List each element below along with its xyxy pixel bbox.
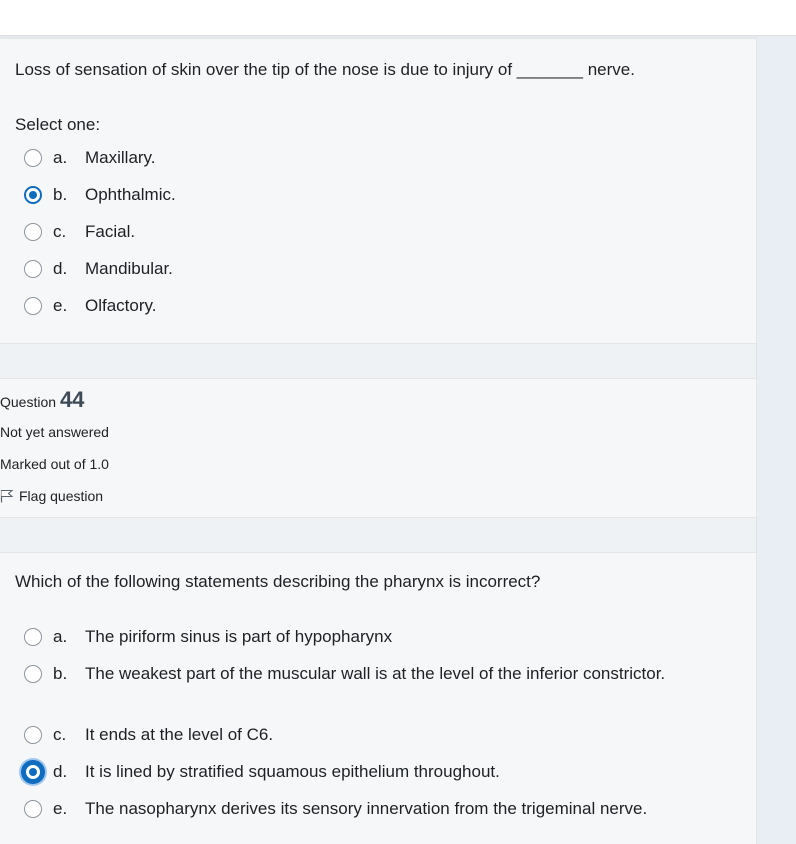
option-text: The piriform sinus is part of hypopharynx [85,627,393,646]
radio-button-selected[interactable] [24,186,42,204]
top-bar [0,0,796,36]
question-44-info-card [0,378,757,518]
radio-button[interactable] [24,260,42,278]
radio-button[interactable] [24,665,42,683]
option-letter: c. [53,725,67,744]
select-one-label: Select one: [15,115,101,134]
option-text: The nasopharynx derives its sensory innervation from the trigeminal nerve. [85,799,648,818]
radio-button[interactable] [24,800,42,818]
option-letter: b. [53,185,68,204]
option-text: It is lined by stratified squamous epithelium throughout. [85,762,500,781]
flag-question-label[interactable]: Flag question [19,488,104,504]
option-letter: d. [53,762,68,781]
option-text: Olfactory. [85,296,157,315]
flag-icon [0,489,13,503]
radio-button[interactable] [24,726,42,744]
option-text: Facial. [85,222,136,241]
question-number-value: 44 [59,387,85,412]
radio-button[interactable] [24,223,42,241]
question-label: Question [0,394,57,410]
question-number [0,386,84,416]
option-text: It ends at the level of C6. [85,725,274,744]
radio-button[interactable] [24,297,42,315]
marks-info: Marked out of 1.0 [0,456,109,472]
option-text: Ophthalmic. [85,185,176,204]
radio-button-selected[interactable] [24,763,42,781]
question-44-text: Which of the following statements describing the pharynx is incorrect? [15,572,541,591]
option-letter: b. [53,664,68,683]
option-letter: d. [53,259,68,278]
option-letter: c. [53,222,67,241]
option-letter: e. [53,296,68,315]
flag-question-link[interactable] [0,487,103,505]
option-text: Mandibular. [85,259,173,278]
option-text: The weakest part of the muscular wall is at the level of the inferior constrictor. [85,664,666,683]
radio-button[interactable] [24,149,42,167]
question-43-text: Loss of sensation of skin over the tip of the nose is due to injury of _______ nerve. [15,60,635,79]
radio-button[interactable] [24,628,42,646]
option-text: Maxillary. [85,148,156,167]
option-letter: e. [53,799,68,818]
right-side-strip [756,36,796,844]
answer-status: Not yet answered [0,424,109,440]
option-letter: a. [53,148,68,167]
option-letter: a. [53,627,68,646]
